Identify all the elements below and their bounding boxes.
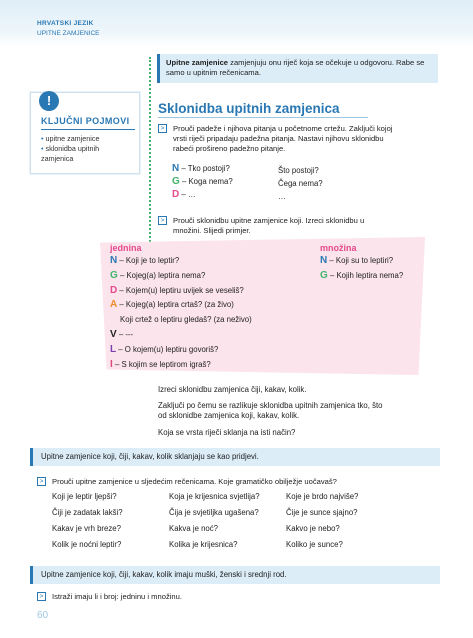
declension-text: – --- bbox=[116, 330, 134, 339]
task-3 bbox=[37, 477, 447, 489]
example-sentence: Kolika je krijesnica? bbox=[169, 540, 238, 549]
key-terms-box bbox=[30, 92, 140, 174]
declension-text: – O kojem(u) leptiru govoriš? bbox=[116, 344, 219, 354]
key-term: • sklonidba upitnih zamjenica bbox=[41, 144, 131, 164]
exclamation-icon: ! bbox=[39, 91, 59, 111]
plural-title: množina bbox=[320, 243, 357, 253]
case-question: – Koga nema? bbox=[179, 177, 233, 186]
key-terms-list bbox=[41, 134, 131, 164]
task-line: Prouči sklonidbu upitne zamjenice koji. Izreci sklonidbu u bbox=[173, 216, 365, 225]
key-terms-title: KLJUČNI POJMOVI bbox=[41, 116, 130, 126]
page-header bbox=[0, 0, 473, 46]
case-letter: N bbox=[172, 163, 180, 174]
task-2 bbox=[158, 216, 448, 238]
case-letter: D bbox=[172, 189, 180, 200]
title-underline bbox=[158, 117, 368, 118]
case-letter: N bbox=[320, 255, 328, 266]
task-line: vrsti riječi pripadaju padežna pitanja. Nastavi njihovu sklonidbu bbox=[173, 134, 384, 143]
declension-text: – Kojem(u) leptiru uvijek se veseliš? bbox=[117, 285, 244, 295]
example-sentence: Koliko je sunce? bbox=[286, 540, 343, 549]
section-title: Sklonidba upitnih zamjenica bbox=[158, 101, 340, 116]
case-answer: … bbox=[278, 192, 286, 201]
declension-text: – Kojih leptira nema? bbox=[327, 270, 404, 280]
intro-bold: Upitne zamjenice bbox=[166, 58, 229, 67]
case-question: – Tko postoji? bbox=[179, 164, 230, 173]
case-letter: G bbox=[320, 269, 328, 281]
case-letter: D bbox=[110, 284, 118, 296]
task-1 bbox=[158, 124, 448, 156]
case-letter: A bbox=[110, 299, 118, 311]
dotted-divider bbox=[149, 57, 151, 257]
example-sentence: Koji je leptir ljepši? bbox=[52, 492, 117, 501]
example-sentence: Kakvo je nebo? bbox=[286, 524, 340, 533]
declension-text: – Koji su to leptiri? bbox=[327, 256, 394, 265]
arrow-icon: > bbox=[37, 477, 46, 486]
declension-row bbox=[110, 271, 205, 281]
case-letter: I bbox=[110, 358, 113, 370]
intro-box bbox=[157, 54, 438, 83]
topic-label: UPITNE ZAMJENICE bbox=[37, 30, 100, 37]
case-row bbox=[172, 177, 233, 187]
case-letter: G bbox=[172, 176, 180, 187]
example-sentence: Kolik je noćni leptir? bbox=[52, 540, 122, 549]
declension-row bbox=[110, 300, 234, 310]
case-letter: N bbox=[110, 255, 118, 266]
case-row bbox=[172, 164, 230, 174]
declension-row bbox=[320, 271, 403, 281]
question: od sklonidbe zamjenica koji, kakav, kolik. bbox=[158, 411, 300, 420]
task-line: Istraži imaju li i broj: jedninu i množinu. bbox=[52, 592, 182, 601]
case-letter: L bbox=[110, 343, 117, 355]
case-question: – … bbox=[179, 190, 196, 199]
declension-row bbox=[110, 345, 218, 355]
question: Izreci sklonidbu zamjenica čiji, kakav, kolik. bbox=[158, 385, 307, 394]
example-sentence: Čija je svjetiljka ugašena? bbox=[169, 508, 259, 517]
declension-text: – Kojeg(a) leptira crtaš? (za živo) bbox=[117, 300, 234, 310]
task-line: množini. Slijedi primjer. bbox=[173, 226, 251, 235]
rule-strip-2: Upitne zamjenice koji, čiji, kakav, kolik imaju muški, ženski i srednji rod. bbox=[30, 566, 440, 584]
declension-text: – Koji je to leptir? bbox=[117, 256, 180, 265]
task-line: Prouči padeže i njihova pitanja u početnome crtežu. Zaključi kojoj bbox=[173, 124, 393, 133]
task-line: rabeći prošireno padežno pitanje. bbox=[173, 144, 286, 153]
declension-row bbox=[110, 286, 244, 296]
intro-text: zamjenjuju onu riječ koja se očekuje u odgovoru. Rabe se samo u upitnim rečenicama. bbox=[166, 58, 425, 77]
arrow-icon: > bbox=[37, 592, 46, 601]
question: Koja se vrsta riječi sklanja na isti način? bbox=[158, 428, 296, 437]
example-sentence: Kakva je noć? bbox=[169, 524, 218, 533]
declension-row bbox=[110, 256, 179, 266]
arrow-icon: > bbox=[158, 124, 167, 133]
example-sentence: Čiji je zadatak lakši? bbox=[52, 508, 123, 517]
key-term: • upitne zamjenice bbox=[41, 134, 131, 144]
declension-text: Koji crtež o leptiru gledaš? (za neživo) bbox=[120, 315, 252, 325]
declension-text: – Kojeg(a) leptira nema? bbox=[117, 270, 206, 280]
example-sentence: Čije je sunce sjajno? bbox=[286, 508, 358, 517]
example-sentence: Koja je krijesnica svjetlija? bbox=[169, 492, 260, 501]
case-answer: Što postoji? bbox=[278, 166, 319, 175]
case-letter: G bbox=[110, 269, 118, 281]
case-row bbox=[172, 190, 196, 200]
divider bbox=[41, 129, 135, 130]
declension-text: – S kojim se leptirom igraš? bbox=[112, 359, 211, 369]
declension-row bbox=[110, 330, 133, 340]
case-letter: V bbox=[110, 329, 117, 340]
subject-label: HRVATSKI JEZIK bbox=[37, 20, 94, 27]
task-4 bbox=[37, 592, 337, 604]
arrow-icon: > bbox=[158, 216, 167, 225]
case-answer: Čega nema? bbox=[278, 179, 323, 188]
page-number: 60 bbox=[37, 610, 49, 621]
declension-row bbox=[120, 315, 252, 325]
singular-title: jednina bbox=[110, 243, 142, 253]
declension-row bbox=[110, 360, 211, 370]
rule-strip-1: Upitne zamjenice koji, čiji, kakav, kolik sklanjaju se kao pridjevi. bbox=[30, 448, 440, 466]
task-line: Prouči upitne zamjenice u sljedećim rečenicama. Koje gramatičko obilježje uočavaš? bbox=[52, 477, 337, 486]
example-sentence: Koje je brdo najviše? bbox=[286, 492, 359, 501]
example-sentence: Kakav je vrh breze? bbox=[52, 524, 121, 533]
question: Zaključi po čemu se razlikuje sklonidba upitnih zamjenica tko, što bbox=[158, 401, 383, 410]
declension-row bbox=[320, 256, 393, 266]
